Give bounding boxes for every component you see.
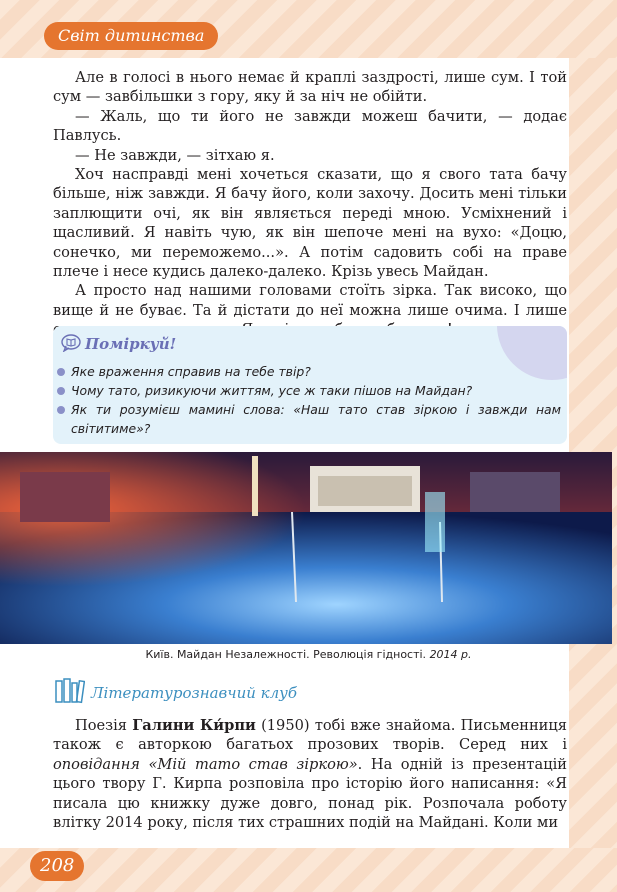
think-box (53, 326, 567, 444)
books-icon (55, 678, 85, 708)
story-paragraph: А просто над нашими головами стоїть зірка. Так високо, що вище й не буває. Та й дістати до неї можна лише очима. І лише (53, 282, 567, 319)
club-text (53, 716, 567, 832)
story-text (53, 68, 567, 340)
story-paragraph: — Не завжди, — зітхаю я. (75, 146, 275, 164)
story-paragraph: — Жаль, що ти його не завжди можеш бачити, — додає Павлусь. (53, 107, 567, 145)
question-item: Чому тато, ризикуючи життям, усе ж таки пішов на Майдан? (57, 381, 561, 400)
bullet-dot (57, 406, 65, 414)
story-genre: оповідання «Мій тато став зіркою» (53, 755, 358, 773)
question-list (57, 362, 561, 438)
bottom-decor-band (0, 848, 617, 892)
section-tab: Світ дитинства (44, 22, 218, 50)
photo-caption: Київ. Майдан Незалежності. Революція гідності. 2014 р. (145, 648, 472, 661)
question-item: Як ти розумієш мамині слова: «Наш тато став зіркою і завжди нам світитиме»? (57, 400, 561, 438)
think-title-text: Поміркуй! (85, 335, 177, 353)
question-item: Яке враження справив на тебе твір? (57, 362, 561, 381)
story-paragraph: Але в голосі в нього немає й краплі заздрості, лише сум. І той сум — завбільшки з гору, яку й за ніч не обійти. (53, 69, 567, 106)
book-bubble-icon (61, 334, 81, 356)
maidan-photo (0, 452, 612, 644)
story-paragraph: Хоч насправді мені хочеться сказати, що я свого тата бачу більше, ніж завжди. Я бачу його, коли захочу. Досить мені тільки заплющити очі, як він являється переді мною. Усміхнений і щасливий. Я навіть чую, як він шепоче мені на вухо: «Доцю, сонечко, ми переможемо...». А потім садовить собі на праве плече і несе кудись далеко-далеко. Крізь увесь Майдан. (53, 166, 567, 281)
bullet-dot (57, 368, 65, 376)
club-title: Літературознавчий клуб (91, 684, 298, 702)
club-paragraph: Поезія Галини Ки́рпи (1950) тобі вже знайома. Письменниця також є авторкою багатьох прозових творів. Серед них і оповідання «Мій тато став зіркою». На одній із презентацій цього твору Г. Кирпа розповіла про історію його написання: «Я писала цю книжку дуже довго, понад рік. Розпочала роботу влітку 2014 року, після тих страшних подій на Майдані. Коли ми (53, 717, 567, 832)
author-name: Галини Ки́рпи (132, 717, 256, 734)
think-title (61, 334, 176, 356)
page-number: 208 (30, 851, 84, 881)
bullet-dot (57, 387, 65, 395)
club-heading (55, 678, 535, 708)
